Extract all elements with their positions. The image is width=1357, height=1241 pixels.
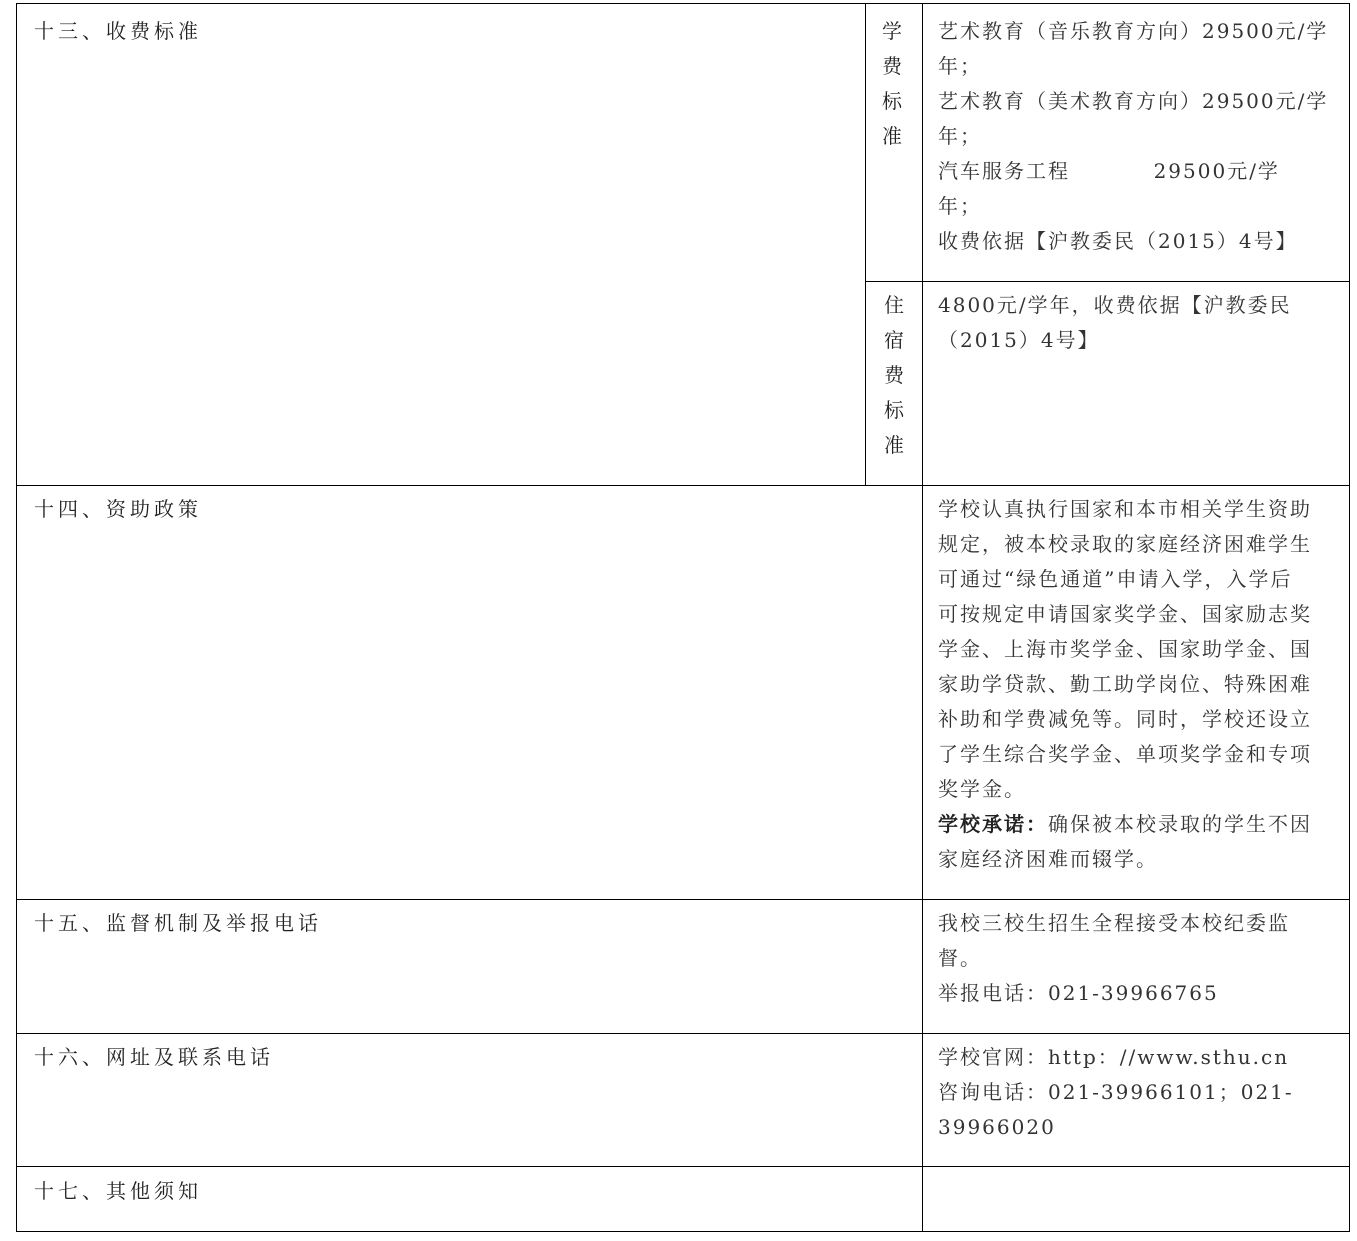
border-right: [1349, 3, 1350, 1232]
aid-heading: 十四、资助政策: [34, 497, 202, 521]
aid-line: 可按规定申请国家奖学金、国家励志奖: [938, 602, 1312, 626]
divider-row-16: [16, 1033, 1350, 1034]
tuition-line: 艺术教育（美术教育方向）29500元/学: [938, 89, 1329, 113]
border-left: [16, 3, 17, 1232]
divider-row-15: [16, 899, 1350, 900]
divider-row-14: [16, 485, 1350, 486]
divider-value-left: [922, 3, 923, 1232]
tuition-label-char: 准: [882, 124, 902, 148]
website-line: 学校官网：http：//www.sthu.cn: [938, 1045, 1290, 1069]
aid-promise-line: [938, 807, 1338, 842]
tuition-content: [938, 14, 1338, 259]
lodging-label-char: 准: [884, 433, 904, 457]
tuition-line: 艺术教育（音乐教育方向）29500元/学: [938, 19, 1329, 43]
tuition-label-char: 学: [882, 19, 902, 43]
tuition-line: 年；: [938, 124, 982, 148]
divider-row-17: [16, 1166, 1350, 1167]
aid-line: 学金、上海市奖学金、国家助学金、国: [938, 637, 1312, 661]
aid-line: 了学生综合奖学金、单项奖学金和专项: [938, 742, 1312, 766]
divider-sublabel-left: [865, 3, 866, 485]
border-bottom: [16, 1231, 1350, 1232]
divider-tuition-lodging: [865, 281, 1350, 282]
tuition-label-char: 标: [882, 89, 902, 113]
tuition-label: [880, 14, 904, 154]
lodging-label-char: 费: [884, 363, 904, 387]
lodging-label: [882, 288, 906, 463]
tuition-line: 年；: [938, 194, 982, 218]
lodging-content: [938, 288, 1338, 358]
aid-content: [938, 492, 1338, 877]
aid-line: 规定，被本校录取的家庭经济困难学生: [938, 532, 1312, 556]
phone-line: 咨询电话：021-39966101；021-: [938, 1080, 1294, 1104]
aid-line: 补助和学费减免等。同时，学校还设立: [938, 707, 1312, 731]
contact-heading: 十六、网址及联系电话: [34, 1045, 274, 1069]
lodging-line: 4800元/学年，收费依据【沪教委民: [938, 293, 1292, 317]
tuition-line: 年；: [938, 54, 982, 78]
supervision-heading: 十五、监督机制及举报电话: [34, 911, 322, 935]
phone-line-cont: 39966020: [938, 1115, 1056, 1139]
aid-promise-line-2: 家庭经济困难而辍学。: [938, 847, 1158, 871]
tuition-label-char: 费: [882, 54, 902, 78]
report-phone: 举报电话：021-39966765: [938, 981, 1219, 1005]
other-heading: 十七、其他须知: [34, 1179, 202, 1203]
lodging-label-char: 标: [884, 398, 904, 422]
lodging-line: （2015）4号】: [938, 328, 1100, 352]
border-top: [16, 3, 1350, 4]
tuition-line: 汽车服务工程 29500元/学: [938, 159, 1280, 183]
lodging-label-char: 住: [884, 293, 904, 317]
fees-heading: 十三、收费标准: [34, 19, 202, 43]
aid-line: 奖学金。: [938, 777, 1026, 801]
supervision-line: 我校三校生招生全程接受本校纪委监: [938, 911, 1290, 935]
promise-text: 确保被本校录取的学生不因: [1048, 812, 1312, 836]
supervision-content: [938, 906, 1338, 1011]
aid-line: 可通过“绿色通道”申请入学，入学后: [938, 567, 1293, 591]
contact-content: [938, 1040, 1338, 1145]
lodging-label-char: 宿: [884, 328, 904, 352]
aid-line: 学校认真执行国家和本市相关学生资助: [938, 497, 1312, 521]
tuition-line: 收费依据【沪教委民（2015）4号】: [938, 229, 1298, 253]
promise-label: 学校承诺：: [938, 812, 1048, 836]
aid-line: 家助学贷款、勤工助学岗位、特殊困难: [938, 672, 1312, 696]
supervision-line: 督。: [938, 946, 982, 970]
